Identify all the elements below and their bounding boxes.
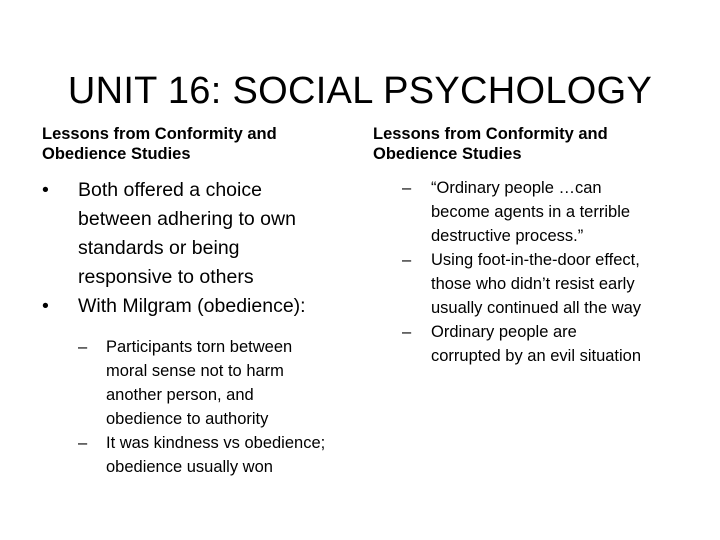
sub-line: “Ordinary people …can: [431, 179, 602, 197]
bullet-marker: •: [42, 179, 49, 201]
sub-line: those who didn’t resist early: [431, 275, 635, 293]
bullet-line: responsive to others: [78, 266, 254, 288]
sub-line: corrupted by an evil situation: [431, 347, 642, 365]
left-heading-line-2: Obedience Studies: [42, 145, 191, 163]
dash-marker: –: [78, 434, 88, 452]
sub-bullet-item: [402, 176, 693, 248]
right-heading-line-2: Obedience Studies: [373, 145, 522, 163]
dash-marker: –: [402, 251, 412, 269]
slide-title: UNIT 16: SOCIAL PSYCHOLOGY: [67, 70, 653, 113]
left-column: [42, 124, 362, 479]
left-sub-list: [78, 335, 362, 479]
left-bullet-list: [42, 176, 362, 321]
sub-bullet-item: [78, 335, 362, 431]
bullet-line: With Milgram (obedience):: [78, 295, 306, 317]
left-heading: [42, 124, 362, 164]
dash-marker: –: [78, 338, 88, 356]
bullet-line: between adhering to own: [78, 208, 296, 230]
sub-line: become agents in a terrible: [431, 203, 631, 221]
sub-bullet-item: [78, 431, 362, 479]
left-heading-line-1: Lessons from Conformity and: [42, 125, 277, 143]
dash-marker: –: [402, 179, 412, 197]
bullet-item: [42, 176, 362, 292]
dash-marker: –: [402, 323, 412, 341]
bullet-line: Both offered a choice: [78, 179, 262, 201]
right-sub-list: [402, 176, 693, 368]
bullet-line: standards or being: [78, 237, 240, 259]
sub-line: Participants torn between: [106, 338, 293, 356]
bullet-item: [42, 292, 362, 321]
sub-line: It was kindness vs obedience;: [106, 434, 326, 452]
sub-line: Ordinary people are: [431, 323, 577, 341]
sub-line: usually continued all the way: [431, 299, 642, 317]
right-heading: [373, 124, 693, 164]
right-heading-line-1: Lessons from Conformity and: [373, 125, 608, 143]
sub-line: obedience usually won: [106, 458, 273, 476]
sub-line: moral sense not to harm: [106, 362, 284, 380]
sub-line: Using foot-in-the-door effect,: [431, 251, 640, 269]
bullet-marker: •: [42, 295, 49, 317]
sub-bullet-item: [402, 320, 693, 368]
right-column: [373, 124, 693, 368]
sub-bullet-item: [402, 248, 693, 320]
sub-line: obedience to authority: [106, 410, 269, 428]
sub-line: another person, and: [106, 386, 254, 404]
sub-line: destructive process.”: [431, 227, 584, 245]
